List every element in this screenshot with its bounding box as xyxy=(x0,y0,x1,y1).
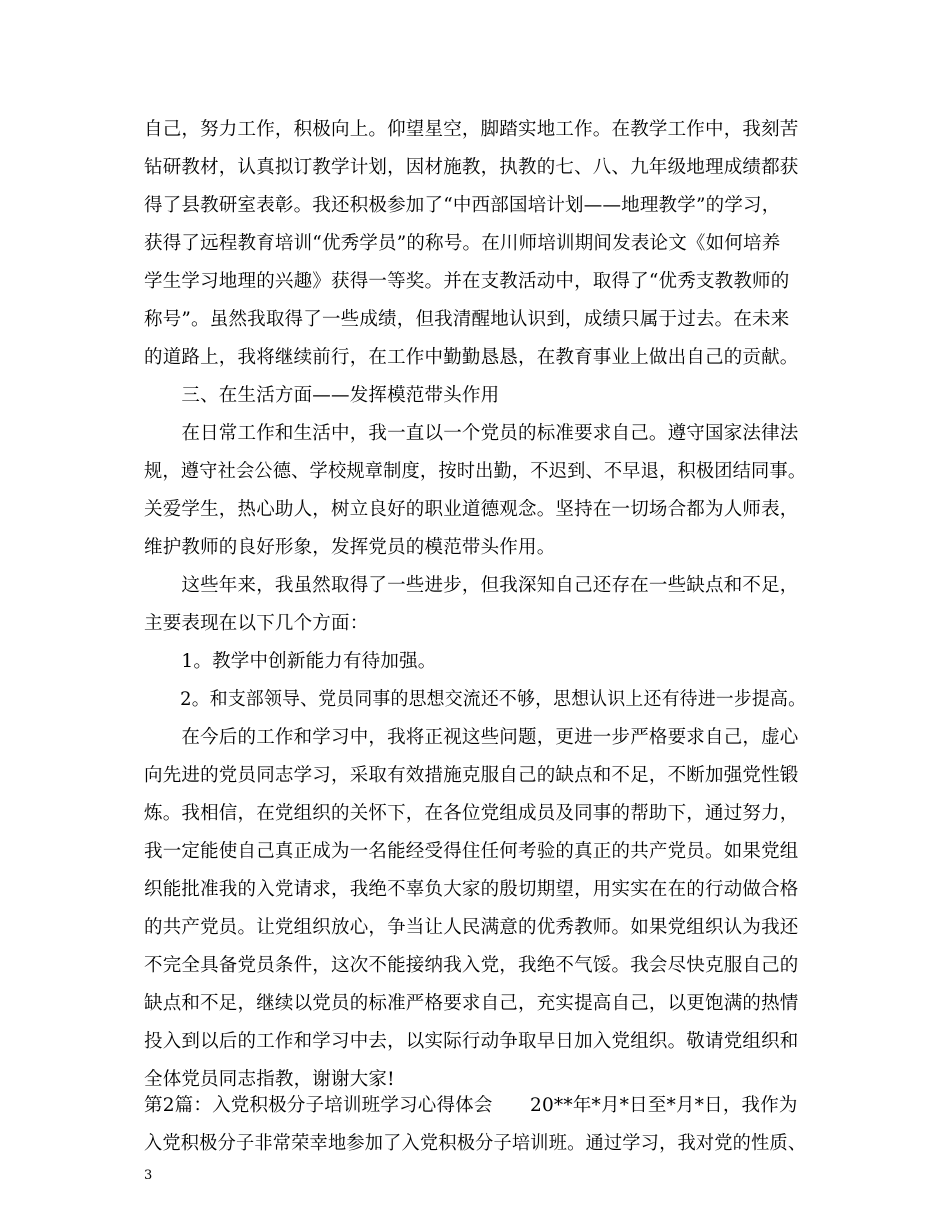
text-line: 关爱学生，热心助人，树立良好的职业道德观念。坚持在一切场合都为人师表， xyxy=(144,499,799,520)
section-heading: 三、在生活方面——发挥模范带头作用 xyxy=(144,385,500,406)
text-line: 称号”。虽然我取得了一些成绩，但我清醒地认识到，成绩只属于过去。在未来 xyxy=(144,309,790,330)
text-line: 自己，努力工作，积极向上。仰望星空，脚踏实地工作。在教学工作中，我刻苦 xyxy=(144,119,799,140)
text-line: 这些年来，我虽然取得了一些进步，但我深知自己还存在一些缺点和不足， xyxy=(144,575,799,596)
text-line: 炼。我相信，在党组织的关怀下，在各位党组成员及同事的帮助下，通过努力， xyxy=(144,803,799,824)
text-line: 我一定能使自己真正成为一名能经受得住任何考验的真正的共产党员。如果党组 xyxy=(144,841,799,862)
text-line: 钻研教材，认真拟订教学计划，因材施教，执教的七、八、九年级地理成绩都获 xyxy=(144,157,799,178)
text-line: 织能批准我的入党请求，我绝不辜负大家的殷切期望，用实实在在的行动做合格 xyxy=(144,879,799,900)
text-line: 维护教师的良好形象，发挥党员的模范带头作用。 xyxy=(144,537,556,558)
text-line: 主要表现在以下几个方面： xyxy=(144,613,369,634)
text-line: 获得了远程教育培训“优秀学员”的称号。在川师培训期间发表论文《如何培养 xyxy=(144,233,781,254)
list-item: 1。教学中创新能力有待加强。 xyxy=(144,651,437,672)
text-line: 不完全具备党员条件，这次不能接纳我入党，我绝不气馁。我会尽快克服自己的 xyxy=(144,955,799,976)
text-line: 在日常工作和生活中，我一直以一个党员的标准要求自己。遵守国家法律法 xyxy=(144,423,799,444)
text-line: 向先进的党员同志学习，采取有效措施克服自己的缺点和不足，不断加强党性锻 xyxy=(144,765,799,786)
text-line: 规，遵守社会公德、学校规章制度，按时出勤，不迟到、不早退，积极团结同事。 xyxy=(144,461,807,482)
text-line: 入党积极分子非常荣幸地参加了入党积极分子培训班。通过学习，我对党的性质、 xyxy=(144,1133,807,1154)
text-line: 全体党员同志指教，谢谢大家! xyxy=(144,1069,395,1090)
page-number: 3 xyxy=(144,1168,153,1183)
list-item: 2。和支部领导、党员同事的思想交流还不够，思想认识上还有待进一步提高。 xyxy=(144,689,807,710)
text-line: 在今后的工作和学习中，我将正视这些问题，更进一步严格要求自己，虚心 xyxy=(144,727,799,748)
text-line: 得了县教研室表彰。我还积极参加了“中西部国培计划——地理教学”的学习， xyxy=(144,195,781,216)
text-line: 学生学习地理的兴趣》获得一等奖。并在支教活动中，取得了“优秀支教教师的 xyxy=(144,271,790,292)
text-line: 的共产党员。让党组织放心，争当让人民满意的优秀教师。如果党组织认为我还 xyxy=(144,917,799,938)
text-line: 的道路上，我将继续前行，在工作中勤勤恳恳，在教育事业上做出自己的贡献。 xyxy=(144,347,799,368)
text-line: 投入到以后的工作和学习中去，以实际行动争取早日加入党组织。敬请党组织和 xyxy=(144,1031,799,1052)
article-heading-line: 第2篇：入党积极分子培训班学习心得体会 20**年*月*日至*月*日，我作为 xyxy=(144,1095,798,1116)
text-line: 缺点和不足，继续以党员的标准严格要求自己，充实提高自己，以更饱满的热情 xyxy=(144,993,799,1014)
